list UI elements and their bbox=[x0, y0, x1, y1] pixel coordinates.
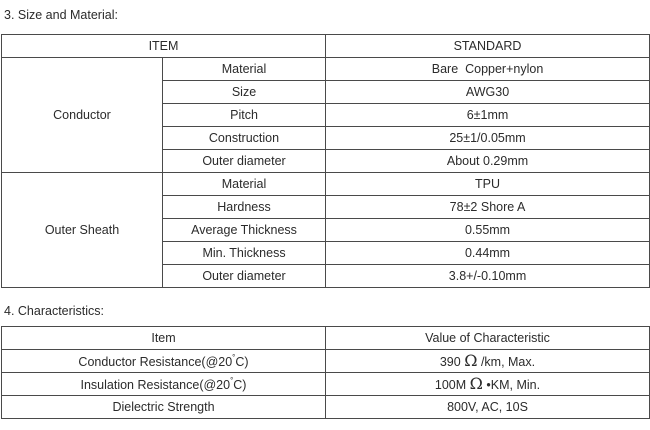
degree-sign: ° bbox=[232, 353, 236, 362]
size-material-table bbox=[1, 34, 650, 288]
degree-sign: ° bbox=[230, 376, 234, 385]
dielectric-strength-value: 800V, AC, 10S bbox=[326, 396, 650, 419]
header-value: Value of Characteristic bbox=[326, 327, 650, 350]
table-row bbox=[2, 173, 650, 196]
size-material-heading: 3. Size and Material: bbox=[4, 8, 118, 22]
header-item: ITEM bbox=[2, 35, 326, 58]
row-name: Outer diameter bbox=[163, 150, 326, 173]
table-row bbox=[2, 396, 650, 419]
header-item: Item bbox=[2, 327, 326, 350]
omega-symbol: Ω bbox=[469, 374, 483, 393]
characteristics-heading: 4. Characteristics: bbox=[4, 304, 105, 318]
row-value: 25±1/0.05mm bbox=[326, 127, 650, 150]
row-name: Average Thickness bbox=[163, 219, 326, 242]
row-name: Size bbox=[163, 81, 326, 104]
sheath-label: Outer Sheath bbox=[2, 173, 163, 288]
row-value: TPU bbox=[326, 173, 650, 196]
row-name: Min. Thickness bbox=[163, 242, 326, 265]
table-row bbox=[2, 58, 650, 81]
row-name: Pitch bbox=[163, 104, 326, 127]
row-value: 0.44mm bbox=[326, 242, 650, 265]
row-value: AWG30 bbox=[326, 81, 650, 104]
row-name: Construction bbox=[163, 127, 326, 150]
conductor-resistance-item: Conductor Resistance(@20°C) bbox=[2, 350, 326, 373]
table-row bbox=[2, 373, 650, 396]
characteristics-table bbox=[1, 326, 650, 419]
row-value: About 0.29mm bbox=[326, 150, 650, 173]
dielectric-strength-item: Dielectric Strength bbox=[2, 396, 326, 419]
row-value: Bare Copper+nylon bbox=[326, 58, 650, 81]
row-value: 0.55mm bbox=[326, 219, 650, 242]
row-name: Material bbox=[163, 58, 326, 81]
table-row bbox=[2, 350, 650, 373]
row-value: 6±1mm bbox=[326, 104, 650, 127]
row-name: Material bbox=[163, 173, 326, 196]
row-value: 78±2 Shore A bbox=[326, 196, 650, 219]
row-value: 3.8+/-0.10mm bbox=[326, 265, 650, 288]
conductor-label: Conductor bbox=[2, 58, 163, 173]
table-header-row bbox=[2, 35, 650, 58]
insulation-resistance-value: 100M Ω •KM, Min. bbox=[326, 373, 650, 396]
table-header-row bbox=[2, 327, 650, 350]
row-name: Outer diameter bbox=[163, 265, 326, 288]
omega-symbol: Ω bbox=[464, 351, 478, 370]
row-name: Hardness bbox=[163, 196, 326, 219]
conductor-resistance-value: 390 Ω /km, Max. bbox=[326, 350, 650, 373]
insulation-resistance-item: Insulation Resistance(@20°C) bbox=[2, 373, 326, 396]
header-standard: STANDARD bbox=[326, 35, 650, 58]
